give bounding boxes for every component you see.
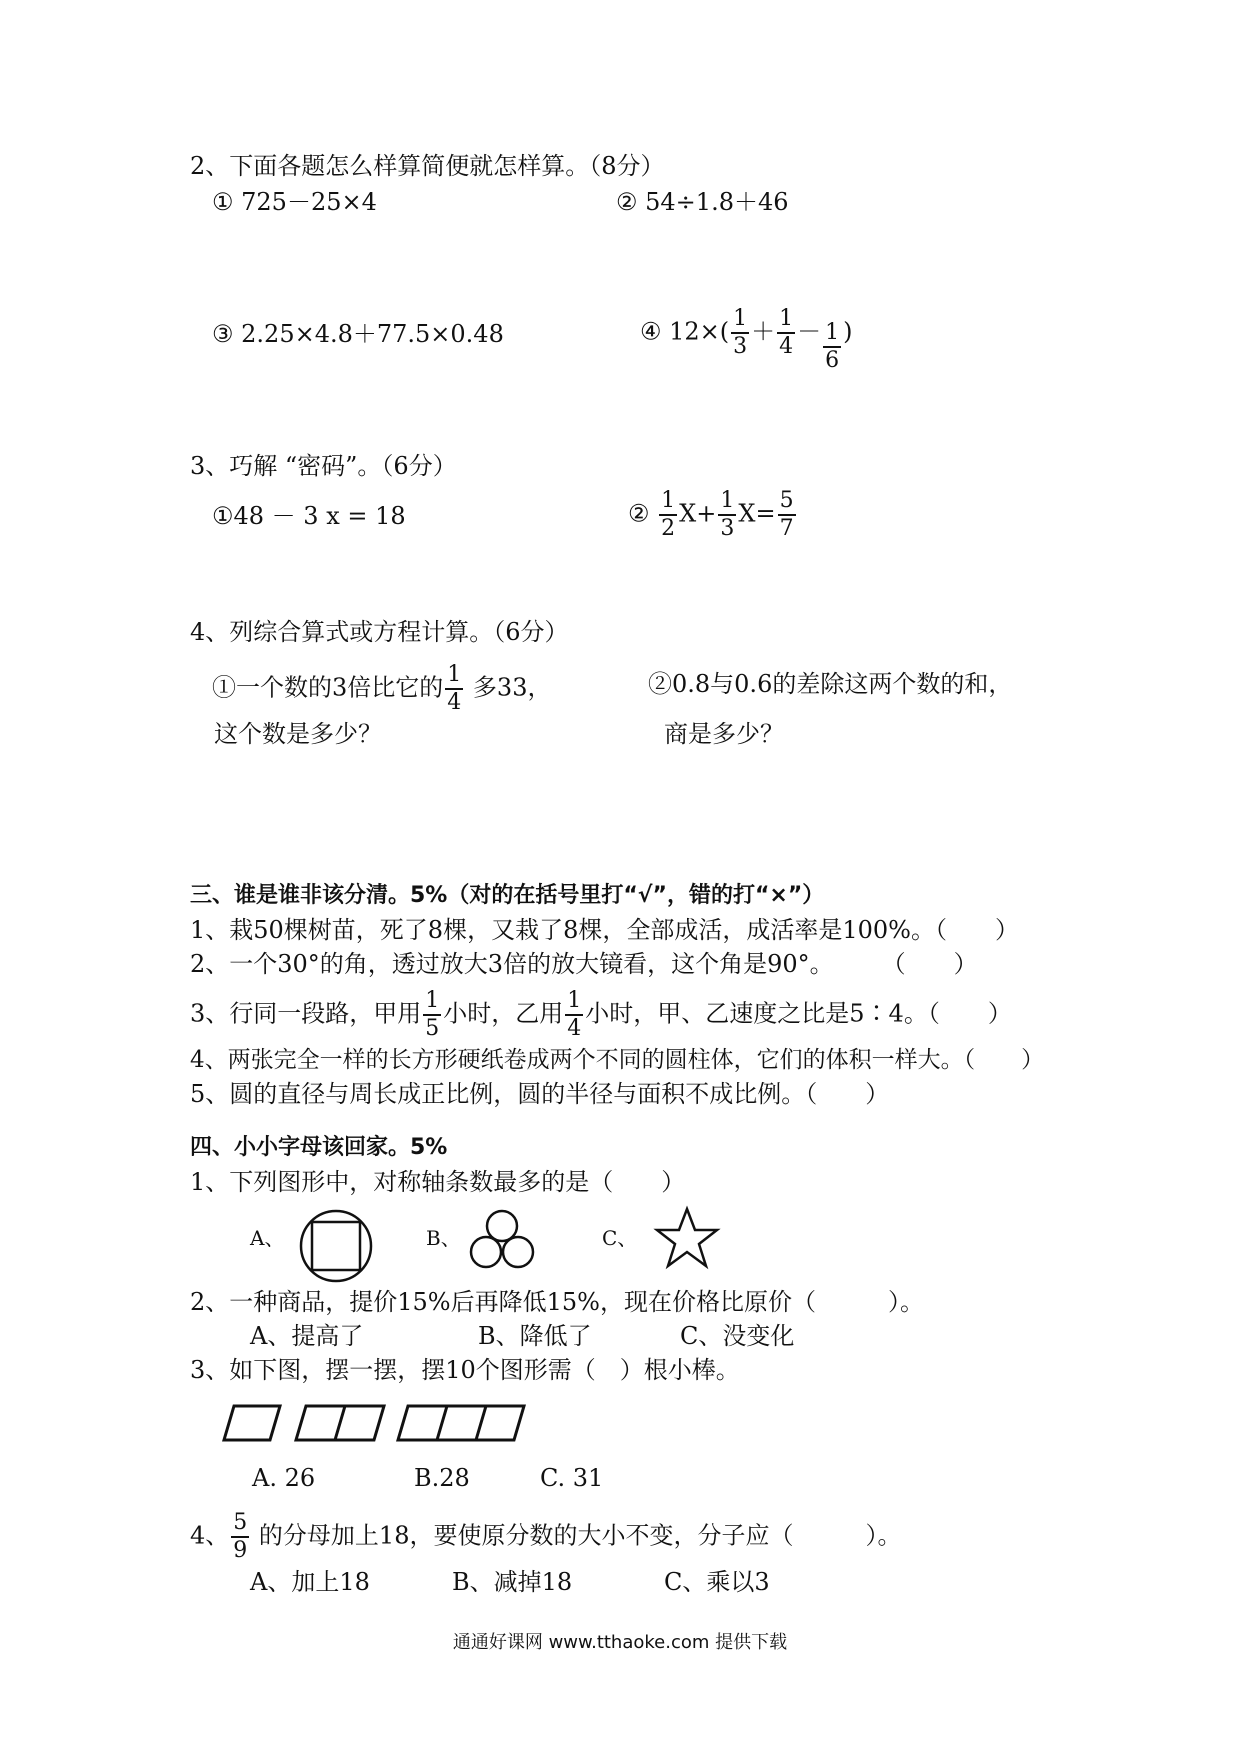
- q2-p4-prefix: ④ 12×(: [640, 317, 730, 346]
- fraction-numerator: 1: [731, 308, 749, 334]
- section-3-heading: 三、谁是谁非该分清。5%（对的在括号里打“√”，错的打“×”）: [190, 883, 825, 908]
- fraction-numerator: 1: [423, 990, 441, 1016]
- s4-question-2: 2、一种商品，提价15%后再降低15%，现在价格比原价（ ）。: [190, 1288, 924, 1316]
- fraction: [445, 664, 463, 714]
- fraction-numerator: 1: [659, 490, 677, 516]
- q2-problem-3: ③ 2.25×4.8＋77.5×0.48: [212, 320, 504, 348]
- fraction-denominator: 5: [425, 1016, 440, 1041]
- fraction: [778, 490, 796, 540]
- fraction-numerator: 1: [718, 490, 736, 516]
- s4-q3-option-b: B.28: [414, 1464, 470, 1492]
- star-figure: [654, 1206, 720, 1272]
- q2-title: 2、下面各题怎么样算简便就怎样算。（8分）: [190, 152, 665, 180]
- s4-q2-option-c: C、没变化: [680, 1322, 795, 1350]
- q4-problem-2-line1: ②0.8与0.6的差除这两个数的和，: [648, 670, 1013, 698]
- fraction-numerator: 1: [777, 308, 795, 334]
- q3-title: 3、巧解 “密码”。（6分）: [190, 452, 457, 480]
- s4-question-1: 1、下列图形中，对称轴条数最多的是（ ）: [190, 1168, 686, 1196]
- fraction: [565, 990, 583, 1040]
- fraction-numerator: 1: [445, 664, 463, 690]
- s3-item-2: 2、一个30°的角，透过放大3倍的放大镜看，这个角是90°。 （ ）: [190, 950, 978, 978]
- fraction: [777, 308, 795, 358]
- q4-title: 4、列综合算式或方程计算。（6分）: [190, 618, 569, 646]
- circle-square-figure: [298, 1208, 378, 1288]
- fraction: [718, 490, 736, 540]
- s4-q4-option-a: A、加上18: [250, 1568, 370, 1596]
- fraction-denominator: 4: [567, 1016, 582, 1041]
- text: 的分母加上18，要使原分数的大小不变，分子应（ ）。: [258, 1521, 902, 1550]
- s4-q4-option-c: C、乘以3: [664, 1568, 770, 1596]
- q4-problem-2-line2: 商是多少？: [664, 720, 784, 748]
- s3-item-3: [190, 990, 1012, 1040]
- q3-problem-1: ①48 － 3 x = 18: [212, 502, 406, 530]
- variable: X=: [738, 499, 776, 528]
- fraction-denominator: 4: [779, 334, 794, 359]
- fraction: [659, 490, 677, 540]
- fraction-numerator: 5: [231, 1512, 249, 1538]
- paren: ): [843, 317, 853, 346]
- q2-problem-2: ② 54÷1.8＋46: [616, 188, 789, 216]
- s4-q3-option-a: A. 26: [252, 1464, 316, 1492]
- footer-text: 通通好课网 www.tthaoke.com 提供下载: [452, 1632, 788, 1653]
- s4-q3-option-c: C. 31: [540, 1464, 604, 1492]
- operator: ＋: [751, 317, 776, 346]
- fraction: [823, 322, 841, 372]
- s4-q1-option-b: B、: [426, 1226, 461, 1250]
- s3-item-4: 4、两张完全一样的长方形硬纸卷成两个不同的圆柱体，它们的体积一样大。（ ）: [190, 1047, 1045, 1073]
- s3-item-1: 1、栽50棵树苗，死了8棵，又栽了8棵，全部成活，成活率是100%。（ ）: [190, 916, 1019, 944]
- fraction-denominator: 9: [233, 1538, 248, 1563]
- fraction-denominator: 3: [733, 334, 748, 359]
- fraction: [731, 308, 749, 358]
- text: 3、行同一段路，甲用: [190, 999, 422, 1028]
- s4-question-4: [190, 1512, 901, 1562]
- text: 小时，乙用: [443, 999, 564, 1028]
- text: 多33，: [472, 673, 552, 702]
- s3-item-5: 5、圆的直径与周长成正比例，圆的半径与面积不成比例。（ ）: [190, 1080, 890, 1108]
- fraction-denominator: 6: [825, 348, 840, 373]
- q4-problem-1-line1: [212, 664, 551, 714]
- q4-problem-1-line2: 这个数是多少？: [214, 720, 382, 748]
- matchstick-parallelograms-figure: [222, 1404, 532, 1444]
- variable: X+: [679, 499, 717, 528]
- fraction-denominator: 4: [447, 690, 462, 715]
- three-circles-figure: [468, 1208, 538, 1278]
- fraction: [231, 1512, 249, 1562]
- fraction-denominator: 3: [720, 516, 735, 541]
- text: 小时，甲、乙速度之比是5∶4。（ ）: [585, 999, 1012, 1028]
- circled-2: ②: [628, 499, 650, 528]
- q2-problem-1: ① 725－25×4: [212, 188, 377, 216]
- section-4-heading: 四、小小字母该回家。5%: [190, 1135, 448, 1160]
- q3-problem-2: [628, 490, 798, 540]
- s4-q4-option-b: B、减掉18: [452, 1568, 573, 1596]
- text: ①一个数的3倍比它的: [212, 673, 444, 702]
- s4-question-3: 3、如下图，摆一摆，摆10个图形需（ ）根小棒。: [190, 1356, 740, 1384]
- fraction-numerator: 1: [823, 322, 841, 348]
- fraction-denominator: 2: [661, 516, 676, 541]
- s4-q1-option-a: A、: [250, 1226, 285, 1250]
- fraction: [423, 990, 441, 1040]
- q2-problem-4: [640, 306, 853, 373]
- s4-q2-option-b: B、降低了: [478, 1322, 592, 1350]
- fraction-numerator: 1: [565, 990, 583, 1016]
- s4-q2-option-a: A、提高了: [250, 1322, 364, 1350]
- s4-q1-option-c: C、: [602, 1226, 638, 1250]
- fraction-numerator: 5: [778, 490, 796, 516]
- fraction-denominator: 7: [779, 516, 794, 541]
- operator: －: [797, 317, 822, 346]
- text: 4、: [190, 1521, 230, 1550]
